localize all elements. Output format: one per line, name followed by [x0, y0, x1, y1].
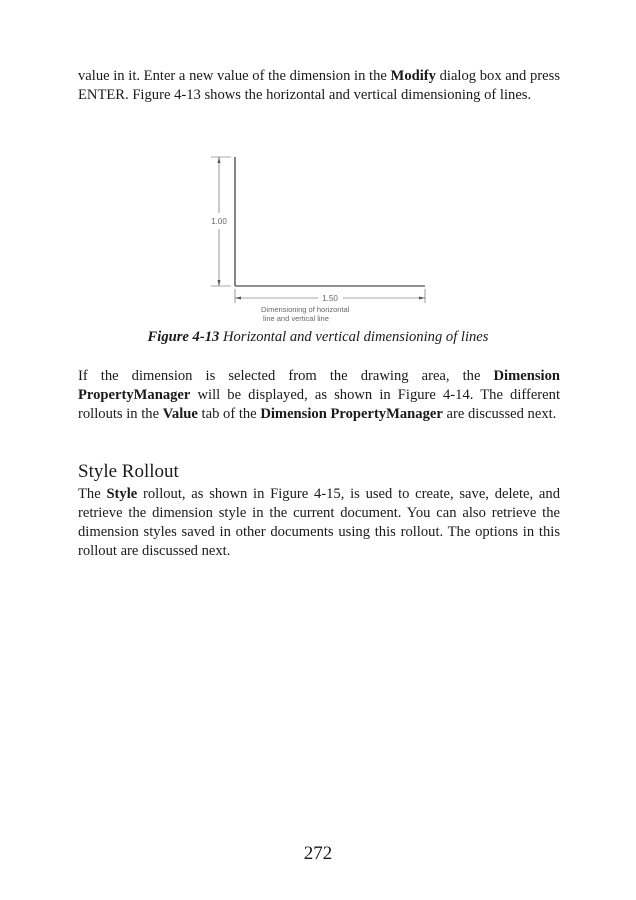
- arrowhead: [218, 157, 221, 163]
- text-run: If the dimension is selected from the drawing area, the: [78, 368, 494, 384]
- caption-label: Figure 4-13: [147, 329, 220, 345]
- paragraph-style-rollout: [78, 485, 560, 561]
- bold-term-modify: Modify: [390, 68, 436, 84]
- figure-caption: [0, 329, 636, 346]
- paragraph-intro: [78, 67, 560, 105]
- text-run: rollout, as shown in Figure 4-15, is used to create, save, delete, and retrieve the dimension style in the current document. You can also retrieve the dimension styles saved in other documents using this rollout. The options in this rollout are discussed next.: [78, 486, 560, 559]
- arrowhead: [235, 297, 241, 300]
- text-run: dialog box and press ENTER. Figure 4-13 shows the horizontal and vertical dimensioning of lines.: [78, 68, 561, 103]
- vertical-dimension-value: 1.00: [211, 217, 227, 226]
- bold-term: Value: [162, 406, 198, 422]
- text-run: are discussed next.: [442, 406, 557, 422]
- dimension-drawing: [205, 153, 435, 328]
- caption-text: Horizontal and vertical dimensioning of lines: [219, 329, 489, 345]
- bold-term: Dimension PropertyManager: [260, 406, 443, 422]
- paragraph-dimension: [78, 367, 560, 424]
- arrowhead: [218, 280, 221, 286]
- arrowhead: [419, 297, 425, 300]
- bold-term: Dimension PropertyManager: [78, 368, 560, 403]
- text-run: The: [78, 486, 107, 502]
- figure-4-13: [205, 153, 435, 328]
- text-run: tab of the: [197, 406, 261, 422]
- section-heading: Style Rollout: [78, 461, 179, 482]
- figure-note: Dimensioning of horizontal: [261, 305, 350, 314]
- text-run: will be displayed, as shown in Figure 4-14. The different rollouts in the: [78, 387, 560, 422]
- page-number: 272: [303, 843, 333, 864]
- text-run: value in it. Enter a new value of the dimension in the: [78, 68, 391, 84]
- figure-note: line and vertical line: [263, 314, 329, 323]
- horizontal-dimension-value: 1.50: [322, 294, 338, 303]
- bold-term: Style: [106, 486, 138, 502]
